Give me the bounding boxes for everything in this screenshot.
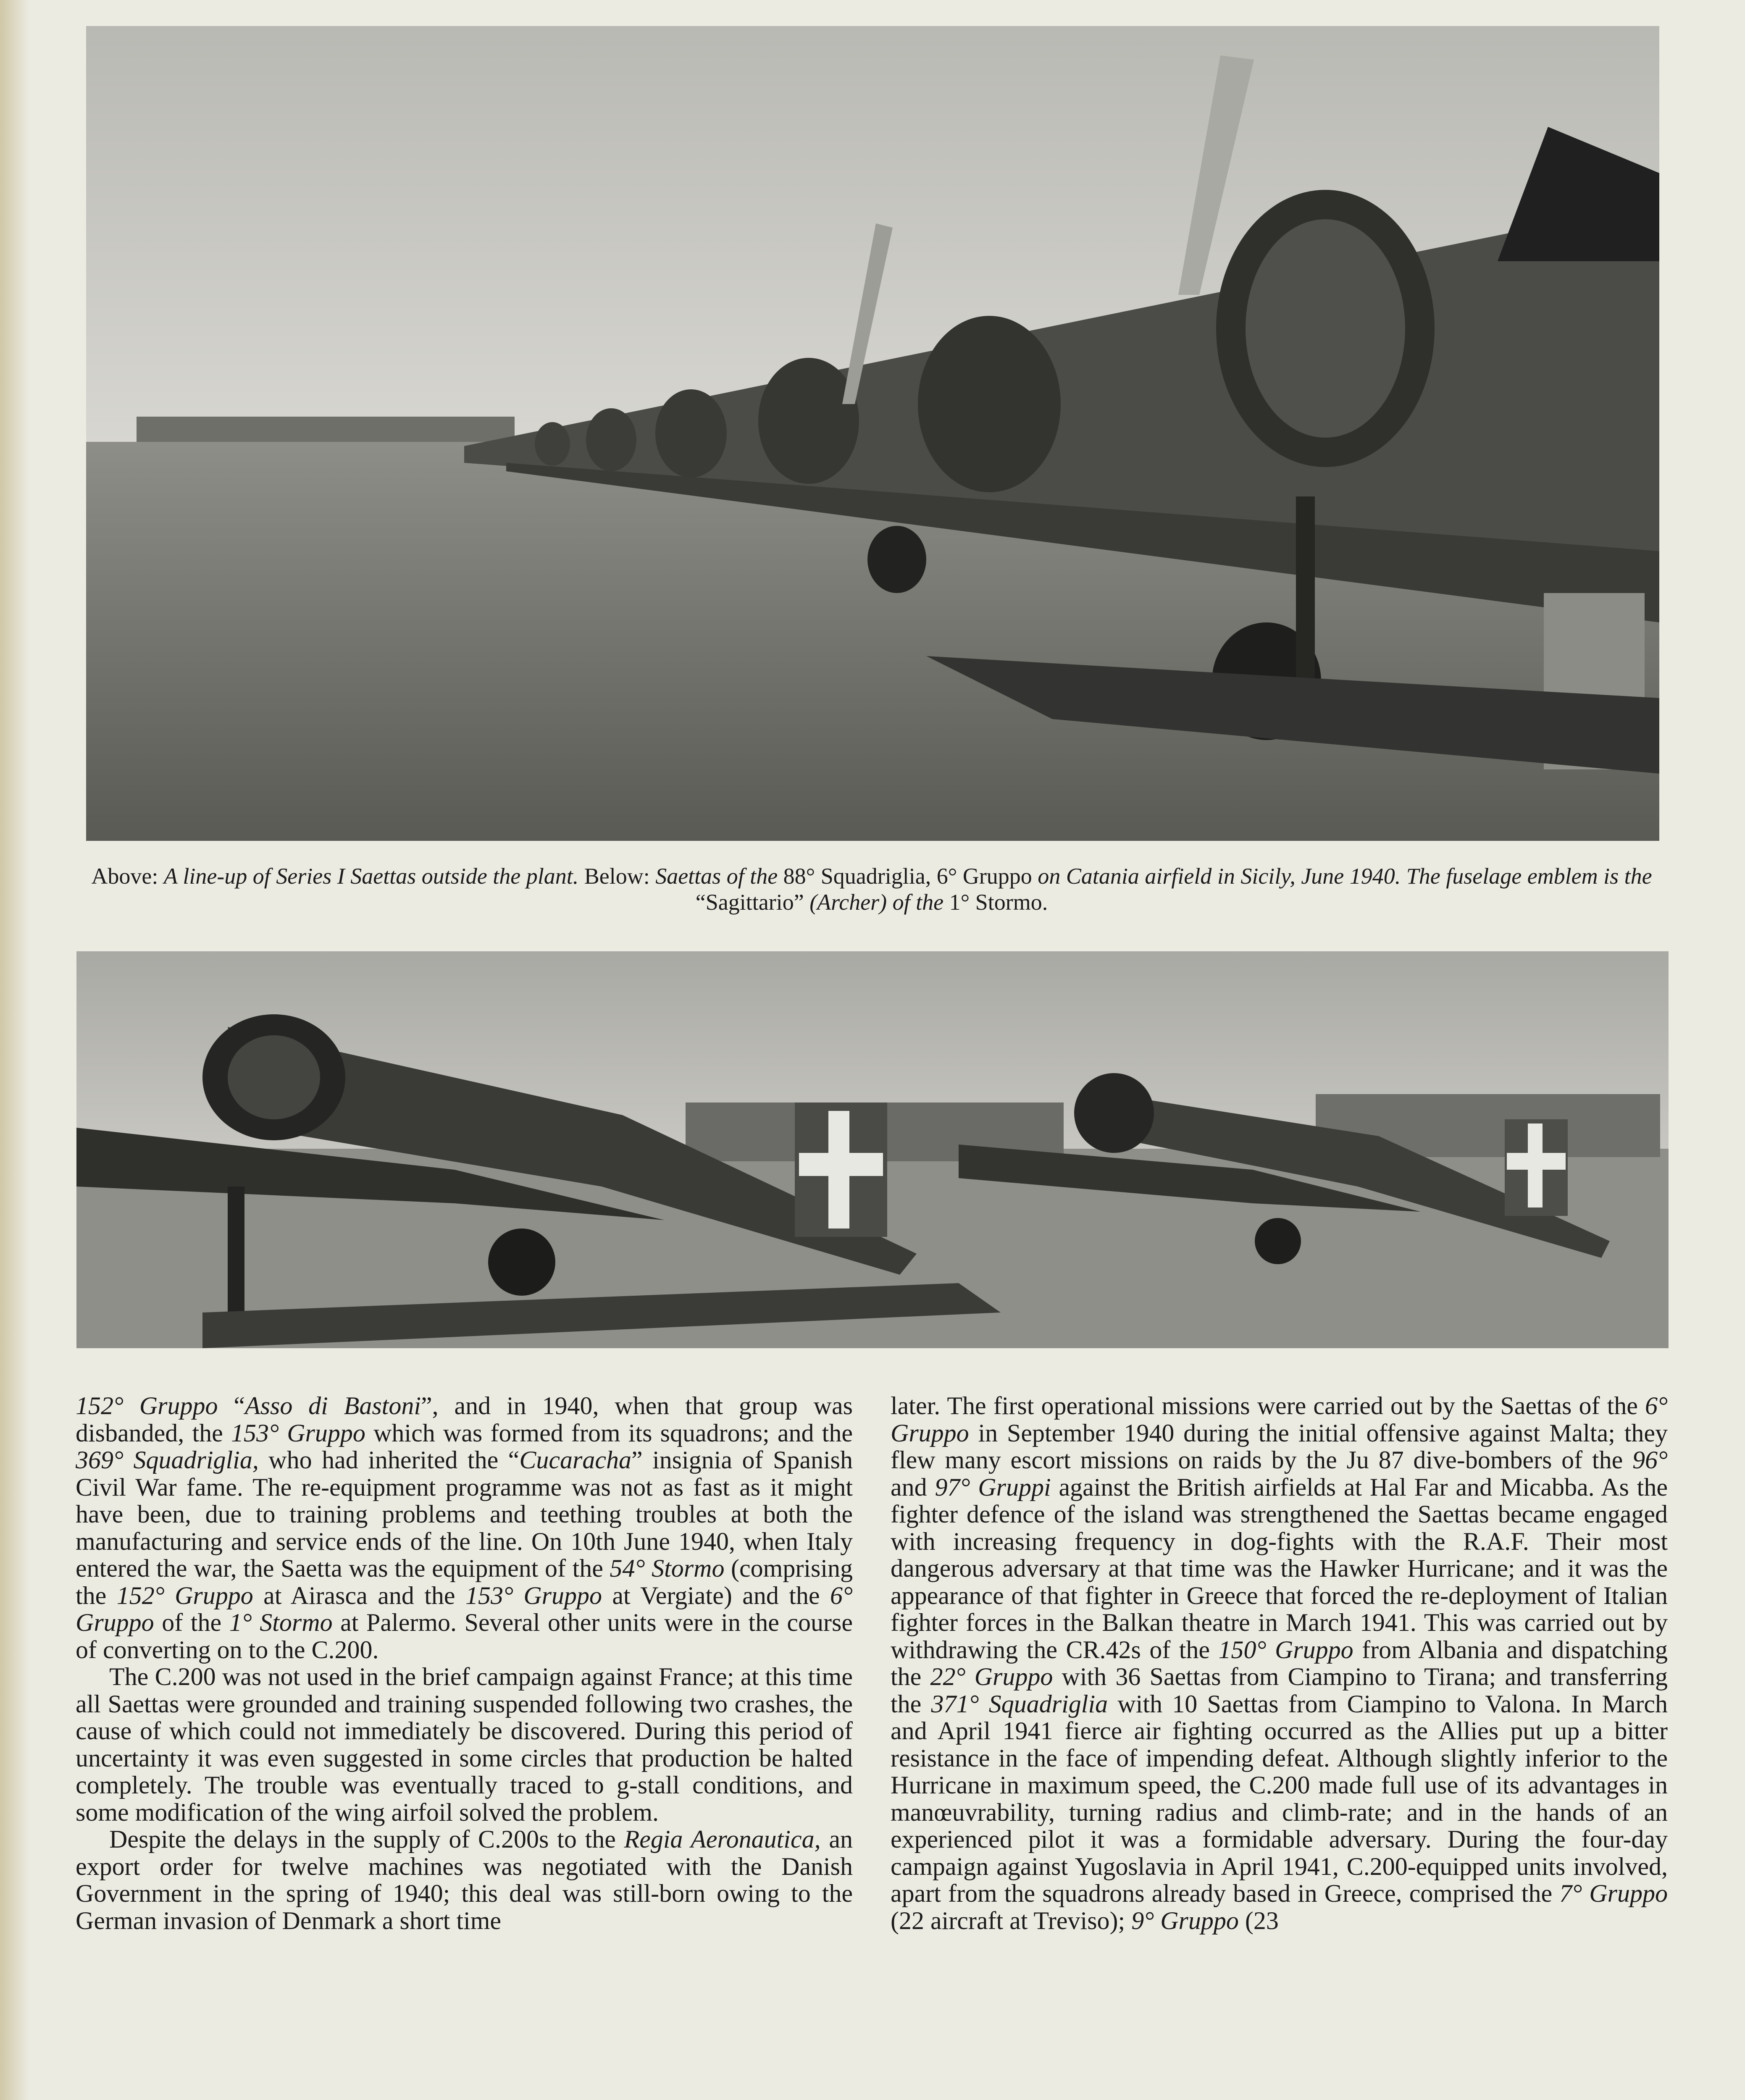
text-run: an export order for twelve machines was negotiated with the Danish Government in the spring of 1940; this deal was still-born owing to the German invasion of Denmark a short time [76,1825,853,1935]
text-run: (22 aircraft at Treviso); [891,1906,1132,1935]
two-aircraft-airfield-photo [76,951,1669,1348]
text-run: Regia Aeronautica, [624,1825,821,1853]
text-run: 152° Gruppo [116,1581,253,1609]
text-run: “ [218,1392,245,1420]
text-run: 6° Gruppo [891,1392,1668,1447]
text-run: 150° Gruppo [1218,1635,1353,1664]
text-run: at Vergiate) and the [602,1581,830,1609]
text-run: 371° Squadriglia [931,1690,1108,1718]
page-edge [0,0,29,2100]
caption-text: Above: [91,864,164,889]
paragraph [891,1392,1668,1934]
left-text-column [76,1392,853,1934]
aircraft-lineup-photo [86,26,1659,841]
two-aircraft-airfield-photo-icon [76,951,1669,1348]
text-run: 153° Gruppo [465,1581,602,1609]
text-run: from Albania and dispatching the [891,1635,1668,1690]
right-text-column [891,1392,1668,1934]
text-run: of the [154,1609,229,1636]
caption-text: “Sagittario” [695,890,810,915]
text-run: in September 1940 during the initial offensive against Malta; they flew many escort missions on raids by the Ju 87 dive-bombers of the [891,1419,1668,1474]
caption-text: 1° Stormo. [943,890,1048,915]
text-run: 7° Gruppo [1559,1880,1668,1907]
text-run: later. The first operational missions were carried out by the Saettas of the [891,1392,1645,1420]
caption-text: Below: [578,864,656,889]
text-run: (23 [1238,1906,1279,1935]
text-run: against the British airfields at Hal Far and Micabba. As the fighter defence of the island was strengthened the Saettas became engaged with increasing frequency in dog-fights with the R.A.F. Their most dangerous adversary at that time was the Hawker Hurricane; and it was the appearance of that fighter in Greece that forced the re-deployment of Italian fighter forces in the Balkan theatre in March 1941. This was carried out by withdrawing the CR.42s of the [891,1473,1668,1664]
text-run: at Palermo. Several other units were in the course of converting on to the C.200. [76,1609,853,1664]
text-run: and [891,1473,935,1501]
text-run: (comprising the [76,1554,853,1609]
text-run: Asso di Bastoni [244,1392,421,1420]
paragraph: The C.200 was not used in the brief campaign against France; at this time all Saettas were grounded and training suspended following two crashes, the cause of which could not immediately be discovered. During this period of uncertainty it was even suggested in some circles that production be halted completely. The trouble was eventually traced to g-stall conditions, and some modification of the wing airfoil solved the problem. [76,1663,853,1826]
paragraph [76,1392,853,1663]
text-run: 6° Gruppo [76,1581,853,1636]
text-run: which was formed from its squadrons; and the [365,1419,853,1447]
text-run: 369° Squadriglia, [76,1446,259,1474]
text-run: at Airasca and the [253,1581,465,1609]
text-run: 1° Stormo [229,1609,333,1636]
text-run: 96° [1632,1446,1668,1474]
caption-text: on Catania airfield in Sicily, June 1940. The fuselage emblem is the [1038,864,1652,889]
text-run: 153° Gruppo [231,1419,365,1447]
caption-text: 88° Squadriglia, 6° Gruppo [778,864,1038,889]
text-run: ”, and in 1940, when that group was disbanded, the [76,1392,853,1447]
text-run: 54° Stormo [610,1554,725,1582]
photo-caption [67,863,1676,915]
text-run: 9° Gruppo [1131,1906,1239,1935]
text-run: who had inherited the “ [258,1446,520,1474]
text-run: with 10 Saettas from Ciampino to Valona. In March and April 1941 fierce air fighting occurred as the Allies put up a bitter resistance in the face of impending defeat. Although slightly inferior to the Hurricane in maximum speed, the C.200 made full use of its advantages in manœuvrability, turning radius and climb-rate; and in the hands of an experienced pilot it was a formidable adversary. During the four-day campaign against Yugoslavia in April 1941, C.200-equipped units involved, apart from the squadrons already based in Greece, comprised the [891,1690,1668,1907]
text-run: 152° Gruppo [76,1392,218,1420]
aircraft-lineup-photo-icon [86,26,1659,841]
text-run: 97° Gruppi [935,1473,1051,1501]
text-run: 22° Gruppo [930,1663,1053,1690]
text-run: Cucaracha [519,1446,631,1474]
caption-text: Saettas of the [655,864,778,889]
text-run: with 36 Saettas from Ciampino to Tirana; and transferring the [891,1663,1668,1718]
caption-text: (Archer) of the [809,890,944,915]
caption-text: A line-up of Series I Saettas outside the plant. [163,864,579,889]
text-run: Despite the delays in the supply of C.200s to the [109,1825,624,1853]
text-run: ” insignia of Spanish Civil War fame. The re-equipment programme was not as fast as it might have been, due to training problems and teething troubles at both the manufacturing and service ends of the line. On 10th June 1940, when Italy entered the war, the Saetta was the equipment of the [76,1446,853,1582]
paragraph [76,1826,853,1934]
